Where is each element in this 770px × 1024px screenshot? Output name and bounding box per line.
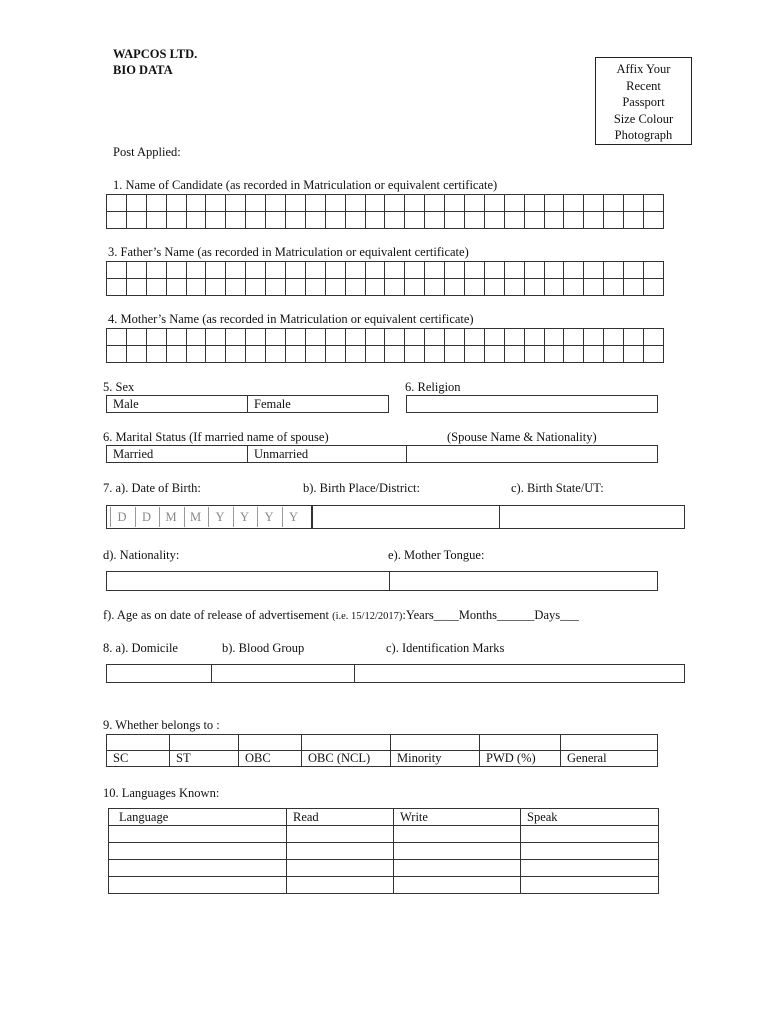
speak-cell[interactable] bbox=[521, 860, 659, 877]
char-box[interactable] bbox=[186, 195, 206, 212]
char-box[interactable] bbox=[325, 212, 345, 229]
spouse-details-field[interactable] bbox=[407, 446, 658, 463]
write-cell[interactable] bbox=[394, 860, 521, 877]
language-cell[interactable] bbox=[109, 877, 287, 894]
char-box[interactable] bbox=[325, 262, 345, 279]
dob-label: 7. a). Date of Birth: bbox=[103, 481, 201, 495]
char-box[interactable] bbox=[266, 329, 286, 346]
char-box[interactable] bbox=[186, 329, 206, 346]
marital-status-options[interactable] bbox=[106, 445, 658, 463]
domicile-label: 8. a). Domicile bbox=[103, 641, 178, 655]
char-box[interactable] bbox=[107, 195, 127, 212]
char-box[interactable] bbox=[266, 195, 286, 212]
birth-state-field[interactable] bbox=[499, 505, 685, 529]
candidate-name-grid[interactable] bbox=[106, 194, 664, 229]
char-box[interactable] bbox=[305, 212, 325, 229]
char-box[interactable] bbox=[365, 279, 385, 296]
char-box[interactable] bbox=[405, 346, 425, 363]
char-box[interactable] bbox=[186, 279, 206, 296]
char-box[interactable] bbox=[524, 262, 544, 279]
char-box[interactable] bbox=[385, 212, 405, 229]
char-box[interactable] bbox=[365, 212, 385, 229]
religion-field[interactable] bbox=[406, 395, 658, 413]
read-cell[interactable] bbox=[287, 877, 394, 894]
language-cell[interactable] bbox=[109, 860, 287, 877]
char-box[interactable] bbox=[226, 262, 246, 279]
dob-mask-char[interactable]: D bbox=[135, 507, 158, 527]
char-box[interactable] bbox=[107, 279, 127, 296]
char-box[interactable] bbox=[644, 262, 664, 279]
category-table[interactable] bbox=[106, 734, 658, 767]
father-name-label: 3. Father’s Name (as recorded in Matriculation or equivalent certificate) bbox=[108, 245, 469, 259]
char-box[interactable] bbox=[544, 279, 564, 296]
marital-status-label: 6. Marital Status (If married name of spouse) bbox=[103, 430, 329, 444]
char-box[interactable] bbox=[345, 262, 365, 279]
category-st[interactable]: ST bbox=[170, 751, 239, 767]
char-box[interactable] bbox=[465, 279, 485, 296]
dob-mask-char[interactable]: M bbox=[184, 507, 207, 527]
birth-place-label: b). Birth Place/District: bbox=[303, 481, 420, 495]
char-box[interactable] bbox=[465, 329, 485, 346]
char-box[interactable] bbox=[226, 212, 246, 229]
char-box[interactable] bbox=[504, 262, 524, 279]
char-box[interactable] bbox=[624, 279, 644, 296]
char-box[interactable] bbox=[524, 329, 544, 346]
char-box[interactable] bbox=[246, 279, 266, 296]
read-cell[interactable] bbox=[287, 826, 394, 843]
char-box[interactable] bbox=[604, 212, 624, 229]
blood-group-label: b). Blood Group bbox=[222, 641, 305, 655]
char-box[interactable] bbox=[305, 329, 325, 346]
char-box[interactable] bbox=[584, 212, 604, 229]
char-box[interactable] bbox=[246, 212, 266, 229]
char-box[interactable] bbox=[425, 262, 445, 279]
char-box[interactable] bbox=[345, 212, 365, 229]
char-box[interactable] bbox=[186, 346, 206, 363]
char-box[interactable] bbox=[305, 279, 325, 296]
char-box[interactable] bbox=[246, 346, 266, 363]
char-box[interactable] bbox=[246, 262, 266, 279]
char-box[interactable] bbox=[385, 279, 405, 296]
char-box[interactable] bbox=[126, 195, 146, 212]
char-box[interactable] bbox=[524, 346, 544, 363]
char-box[interactable] bbox=[405, 329, 425, 346]
char-box[interactable] bbox=[286, 279, 306, 296]
char-box[interactable] bbox=[484, 212, 504, 229]
char-box[interactable] bbox=[186, 212, 206, 229]
char-box[interactable] bbox=[445, 279, 465, 296]
category-cell-blank[interactable] bbox=[391, 735, 480, 751]
char-box[interactable] bbox=[604, 195, 624, 212]
birth-place-field[interactable] bbox=[312, 505, 500, 529]
photo-box-line: Size Colour bbox=[613, 111, 674, 126]
candidate-name-label: 1. Name of Candidate (as recorded in Matriculation or equivalent certificate) bbox=[113, 178, 498, 192]
char-box[interactable] bbox=[246, 329, 266, 346]
speak-cell[interactable] bbox=[521, 826, 659, 843]
char-box[interactable] bbox=[405, 195, 425, 212]
char-box[interactable] bbox=[385, 262, 405, 279]
char-box[interactable] bbox=[504, 212, 524, 229]
char-box[interactable] bbox=[624, 346, 644, 363]
char-box[interactable] bbox=[107, 329, 127, 346]
char-box[interactable] bbox=[266, 346, 286, 363]
nationality-label: d). Nationality: bbox=[103, 548, 180, 562]
char-box[interactable] bbox=[504, 329, 524, 346]
domicile-row[interactable] bbox=[106, 664, 685, 683]
char-box[interactable] bbox=[345, 329, 365, 346]
char-box[interactable] bbox=[604, 262, 624, 279]
char-box[interactable] bbox=[484, 346, 504, 363]
language-cell[interactable] bbox=[109, 843, 287, 860]
char-box[interactable] bbox=[126, 262, 146, 279]
char-box[interactable] bbox=[286, 346, 306, 363]
speak-cell[interactable] bbox=[521, 877, 659, 894]
blood-group-field[interactable] bbox=[212, 665, 355, 683]
char-box[interactable] bbox=[425, 195, 445, 212]
category-sc[interactable]: SC bbox=[107, 751, 170, 767]
char-box[interactable] bbox=[484, 329, 504, 346]
read-cell[interactable] bbox=[287, 860, 394, 877]
char-box[interactable] bbox=[484, 279, 504, 296]
char-box[interactable] bbox=[445, 262, 465, 279]
category-obc[interactable]: OBC bbox=[239, 751, 302, 767]
char-box[interactable] bbox=[365, 329, 385, 346]
age-date: (i.e. 15/12/2017) bbox=[332, 611, 403, 622]
category-cell-blank[interactable] bbox=[239, 735, 302, 751]
marital-unmarried-option[interactable]: Unmarried bbox=[248, 446, 407, 463]
char-box[interactable] bbox=[564, 346, 584, 363]
char-box[interactable] bbox=[584, 329, 604, 346]
languages-table[interactable] bbox=[108, 808, 659, 894]
char-box[interactable] bbox=[445, 195, 465, 212]
photo-box[interactable] bbox=[595, 57, 692, 145]
char-box[interactable] bbox=[644, 279, 664, 296]
char-box[interactable] bbox=[544, 346, 564, 363]
char-box[interactable] bbox=[126, 279, 146, 296]
category-general[interactable]: General bbox=[561, 751, 658, 767]
char-box[interactable] bbox=[445, 329, 465, 346]
char-box[interactable] bbox=[425, 212, 445, 229]
char-box[interactable] bbox=[206, 329, 226, 346]
char-box[interactable] bbox=[624, 212, 644, 229]
char-box[interactable] bbox=[644, 195, 664, 212]
char-box[interactable] bbox=[644, 329, 664, 346]
char-box[interactable] bbox=[365, 262, 385, 279]
char-box[interactable] bbox=[286, 262, 306, 279]
char-box[interactable] bbox=[425, 329, 445, 346]
dob-mask-char[interactable]: Y bbox=[282, 507, 305, 527]
char-box[interactable] bbox=[465, 262, 485, 279]
languages-header-speak: Speak bbox=[521, 809, 659, 826]
char-box[interactable] bbox=[445, 346, 465, 363]
sex-label: 5. Sex bbox=[103, 380, 135, 394]
char-box[interactable] bbox=[146, 329, 166, 346]
write-cell[interactable] bbox=[394, 877, 521, 894]
char-box[interactable] bbox=[206, 279, 226, 296]
char-box[interactable] bbox=[305, 346, 325, 363]
char-box[interactable] bbox=[365, 346, 385, 363]
char-box[interactable] bbox=[166, 279, 186, 296]
languages-label: 10. Languages Known: bbox=[103, 786, 220, 800]
char-box[interactable] bbox=[126, 329, 146, 346]
dob-mask-char[interactable]: Y bbox=[208, 507, 231, 527]
category-cell-blank[interactable] bbox=[561, 735, 658, 751]
char-box[interactable] bbox=[146, 212, 166, 229]
char-box[interactable] bbox=[465, 346, 485, 363]
char-box[interactable] bbox=[584, 262, 604, 279]
birth-state-label: c). Birth State/UT: bbox=[511, 481, 604, 495]
char-box[interactable] bbox=[544, 212, 564, 229]
char-box[interactable] bbox=[405, 212, 425, 229]
dob-mask-char[interactable]: Y bbox=[257, 507, 280, 527]
char-box[interactable] bbox=[325, 346, 345, 363]
marital-married-option[interactable]: Married bbox=[107, 446, 248, 463]
dob-mask-char[interactable]: D bbox=[110, 507, 133, 527]
photo-box-line: Photograph bbox=[614, 128, 673, 142]
age-line bbox=[103, 608, 579, 623]
char-box[interactable] bbox=[504, 195, 524, 212]
char-box[interactable] bbox=[146, 279, 166, 296]
char-box[interactable] bbox=[425, 346, 445, 363]
char-box[interactable] bbox=[226, 329, 246, 346]
char-box[interactable] bbox=[365, 195, 385, 212]
sex-options[interactable] bbox=[106, 395, 389, 413]
char-box[interactable] bbox=[465, 212, 485, 229]
nationality-field[interactable] bbox=[106, 571, 390, 591]
languages-header-language: Language bbox=[109, 809, 287, 826]
dob-mask-char[interactable]: M bbox=[159, 507, 182, 527]
char-box[interactable] bbox=[405, 262, 425, 279]
category-pwd[interactable]: PWD (%) bbox=[480, 751, 561, 767]
char-box[interactable] bbox=[325, 329, 345, 346]
char-box[interactable] bbox=[226, 195, 246, 212]
char-box[interactable] bbox=[564, 279, 584, 296]
char-box[interactable] bbox=[584, 346, 604, 363]
char-box[interactable] bbox=[246, 195, 266, 212]
category-cell-blank[interactable] bbox=[480, 735, 561, 751]
char-box[interactable] bbox=[524, 212, 544, 229]
mother-tongue-field[interactable] bbox=[389, 571, 658, 591]
dob-field[interactable] bbox=[106, 505, 312, 529]
char-box[interactable] bbox=[166, 212, 186, 229]
char-box[interactable] bbox=[604, 346, 624, 363]
char-box[interactable] bbox=[126, 212, 146, 229]
religion-label: 6. Religion bbox=[405, 380, 461, 394]
char-box[interactable] bbox=[385, 195, 405, 212]
char-box[interactable] bbox=[504, 346, 524, 363]
char-box[interactable] bbox=[107, 346, 127, 363]
char-box[interactable] bbox=[305, 195, 325, 212]
category-minority[interactable]: Minority bbox=[391, 751, 480, 767]
char-box[interactable] bbox=[465, 195, 485, 212]
domicile-field[interactable] bbox=[107, 665, 212, 683]
post-applied-label: Post Applied: bbox=[113, 145, 181, 159]
char-box[interactable] bbox=[286, 195, 306, 212]
char-box[interactable] bbox=[206, 195, 226, 212]
char-box[interactable] bbox=[584, 195, 604, 212]
char-box[interactable] bbox=[286, 329, 306, 346]
char-box[interactable] bbox=[405, 279, 425, 296]
char-box[interactable] bbox=[126, 346, 146, 363]
char-box[interactable] bbox=[484, 262, 504, 279]
category-cell-blank[interactable] bbox=[107, 735, 170, 751]
char-box[interactable] bbox=[206, 346, 226, 363]
char-box[interactable] bbox=[107, 212, 127, 229]
document-title: BIO DATA bbox=[113, 63, 173, 77]
spouse-hint-label: (Spouse Name & Nationality) bbox=[447, 430, 597, 444]
language-cell[interactable] bbox=[109, 826, 287, 843]
char-box[interactable] bbox=[624, 262, 644, 279]
char-box[interactable] bbox=[564, 195, 584, 212]
char-box[interactable] bbox=[206, 262, 226, 279]
char-box[interactable] bbox=[345, 195, 365, 212]
char-box[interactable] bbox=[345, 279, 365, 296]
char-box[interactable] bbox=[146, 346, 166, 363]
char-box[interactable] bbox=[166, 195, 186, 212]
char-box[interactable] bbox=[226, 279, 246, 296]
char-box[interactable] bbox=[266, 212, 286, 229]
char-box[interactable] bbox=[604, 329, 624, 346]
char-box[interactable] bbox=[226, 346, 246, 363]
mother-name-label: 4. Mother’s Name (as recorded in Matriculation or equivalent certificate) bbox=[108, 312, 474, 326]
languages-header-write: Write bbox=[394, 809, 521, 826]
char-box[interactable] bbox=[544, 329, 564, 346]
write-cell[interactable] bbox=[394, 843, 521, 860]
char-box[interactable] bbox=[484, 195, 504, 212]
char-box[interactable] bbox=[166, 329, 186, 346]
write-cell[interactable] bbox=[394, 826, 521, 843]
photo-box-line: Affix Your bbox=[616, 62, 671, 76]
char-box[interactable] bbox=[504, 279, 524, 296]
char-box[interactable] bbox=[644, 346, 664, 363]
char-box[interactable] bbox=[564, 262, 584, 279]
char-box[interactable] bbox=[266, 279, 286, 296]
identification-marks-label: c). Identification Marks bbox=[386, 641, 505, 655]
company-name: WAPCOS LTD. bbox=[113, 47, 198, 61]
char-box[interactable] bbox=[544, 195, 564, 212]
category-obc-ncl[interactable]: OBC (NCL) bbox=[302, 751, 391, 767]
age-suffix: :Years____Months______Days___ bbox=[402, 608, 579, 622]
char-box[interactable] bbox=[146, 195, 166, 212]
char-box[interactable] bbox=[325, 195, 345, 212]
char-box[interactable] bbox=[564, 329, 584, 346]
category-label: 9. Whether belongs to : bbox=[103, 718, 220, 732]
char-box[interactable] bbox=[345, 346, 365, 363]
father-name-grid[interactable] bbox=[106, 261, 664, 296]
sex-female-option[interactable]: Female bbox=[248, 396, 389, 413]
char-box[interactable] bbox=[604, 279, 624, 296]
languages-header-read: Read bbox=[287, 809, 394, 826]
mother-tongue-label: e). Mother Tongue: bbox=[388, 548, 485, 562]
photo-box-line: Passport bbox=[622, 95, 665, 109]
category-cell-blank[interactable] bbox=[170, 735, 239, 751]
dob-mask-char[interactable]: Y bbox=[233, 507, 256, 527]
read-cell[interactable] bbox=[287, 843, 394, 860]
char-box[interactable] bbox=[584, 279, 604, 296]
age-prefix: f). Age as on date of release of advertisement bbox=[103, 608, 333, 622]
char-box[interactable] bbox=[107, 262, 127, 279]
char-box[interactable] bbox=[186, 262, 206, 279]
speak-cell[interactable] bbox=[521, 843, 659, 860]
photo-box-line: Recent bbox=[626, 78, 661, 93]
char-box[interactable] bbox=[166, 346, 186, 363]
char-box[interactable] bbox=[146, 262, 166, 279]
sex-male-option[interactable]: Male bbox=[107, 396, 248, 413]
char-box[interactable] bbox=[644, 212, 664, 229]
char-box[interactable] bbox=[564, 212, 584, 229]
char-box[interactable] bbox=[305, 262, 325, 279]
char-box[interactable] bbox=[325, 279, 345, 296]
char-box[interactable] bbox=[385, 329, 405, 346]
char-box[interactable] bbox=[266, 262, 286, 279]
char-box[interactable] bbox=[624, 329, 644, 346]
char-box[interactable] bbox=[624, 195, 644, 212]
char-box[interactable] bbox=[425, 279, 445, 296]
char-box[interactable] bbox=[524, 195, 544, 212]
char-box[interactable] bbox=[544, 262, 564, 279]
char-box[interactable] bbox=[206, 212, 226, 229]
mother-name-grid[interactable] bbox=[106, 328, 664, 363]
char-box[interactable] bbox=[445, 212, 465, 229]
char-box[interactable] bbox=[166, 262, 186, 279]
identification-marks-field[interactable] bbox=[355, 665, 685, 683]
char-box[interactable] bbox=[385, 346, 405, 363]
char-box[interactable] bbox=[524, 279, 544, 296]
category-cell-blank[interactable] bbox=[302, 735, 391, 751]
char-box[interactable] bbox=[286, 212, 306, 229]
